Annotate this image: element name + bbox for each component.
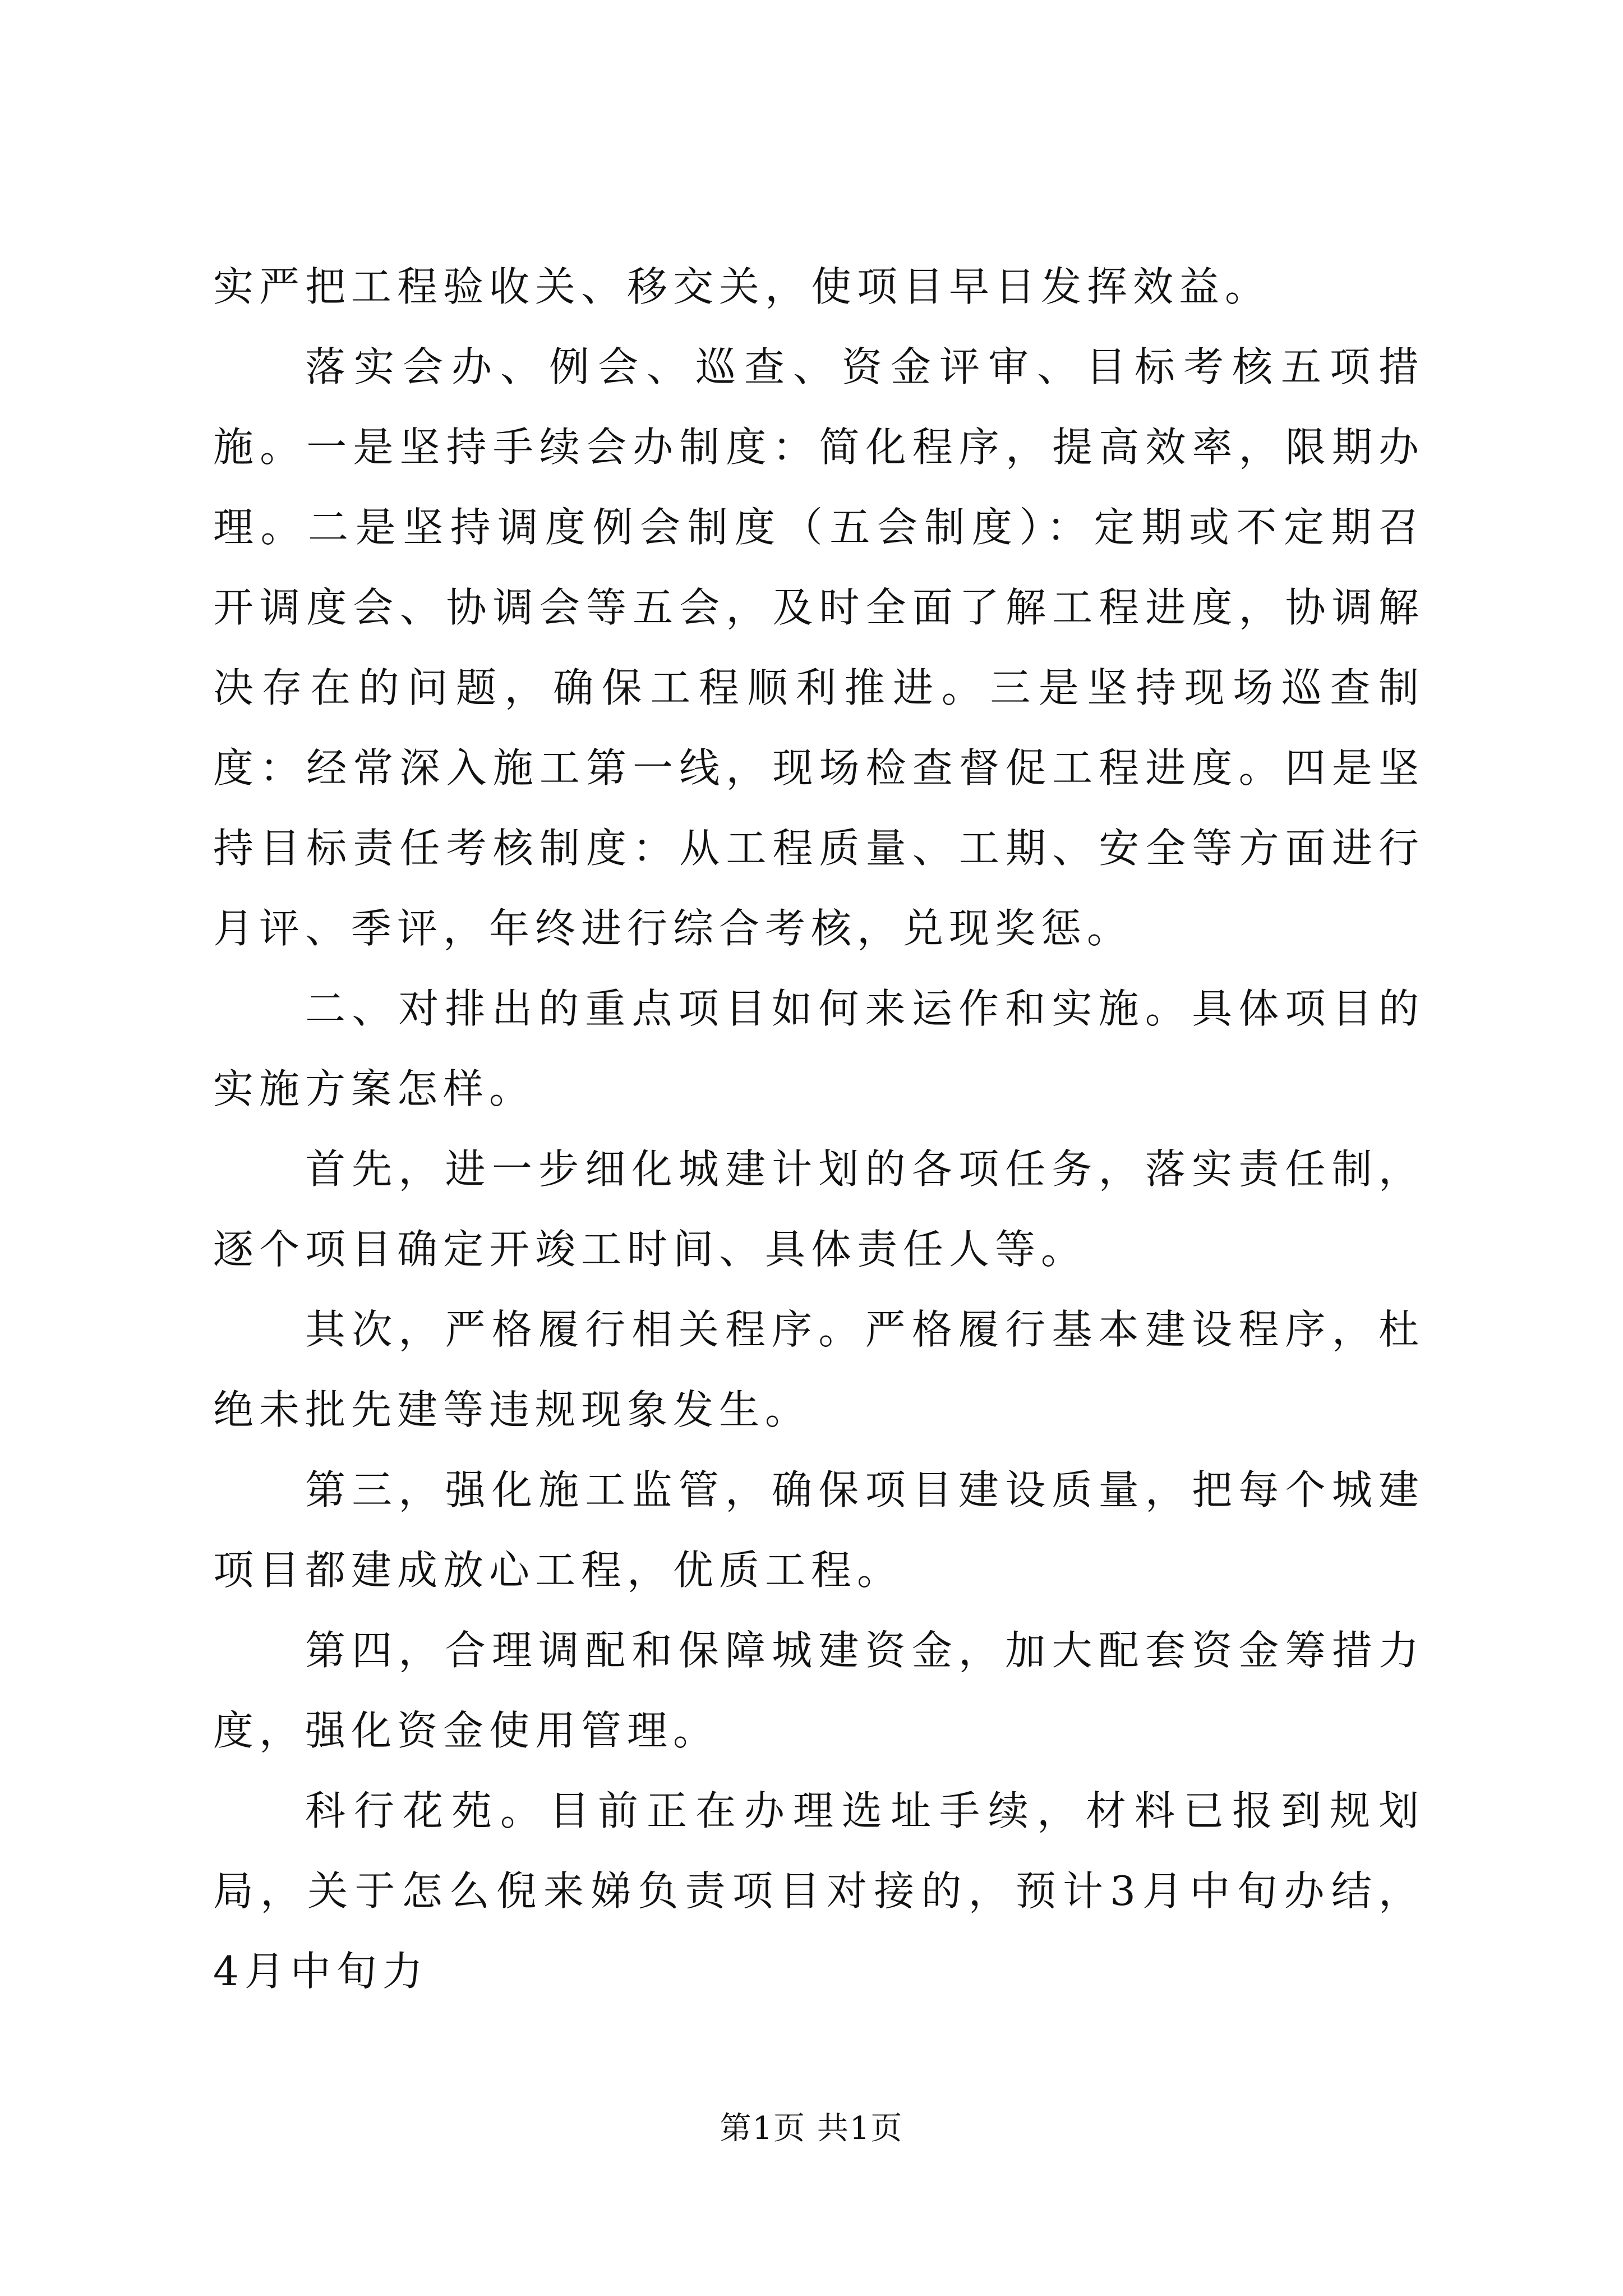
paragraph-5: 其次，严格履行相关程序。严格履行基本建设程序，杜绝未批先建等违规现象发生。 <box>213 1306 1424 1433</box>
paragraph-6: 第三，强化施工监管，确保项目建设质量，把每个城建项目都建成放心工程，优质工程。 <box>213 1466 1424 1594</box>
paragraph-2: 落实会办、例会、巡查、资金评审、目标考核五项措施。一是坚持手续会办制度：简化程序，提高效率，限期办理。二是坚持调度例会制度（五会制度）：定期或不定期召开调度会、协调会等五会，及时全面了解工程进度，协调解决存在的问题，确保工程顺利推进。三是坚持现场巡查制度：经常深入施工第一线，现场检查督促工程进度。四是坚持目标责任考核制度：从工程质量、工期、安全等方面进行月评、季评，年终进行综合考核，兑现奖惩。 <box>213 343 1424 952</box>
paragraph-4: 首先，进一步细化城建计划的各项任务，落实责任制，逐个项目确定开竣工时间、具体责任人等。 <box>213 1145 1424 1273</box>
document-body <box>213 247 1424 2012</box>
paragraph-3: 二、对排出的重点项目如何来运作和实施。具体项目的实施方案怎样。 <box>213 985 1424 1112</box>
paragraph-7: 第四，合理调配和保障城建资金，加大配套资金筹措力度，强化资金使用管理。 <box>213 1627 1424 1754</box>
paragraph-1: 实严把工程验收关、移交关，使项目早日发挥效益。 <box>213 263 1271 310</box>
paragraph-8: 科行花苑。目前正在办理选址手续，材料已报到规划局，关于怎么倪来娣负责项目对接的，预计3月中旬办结，4月中旬力 <box>213 1787 1424 1995</box>
page-footer: 第1页 共1页 <box>720 2110 903 2147</box>
